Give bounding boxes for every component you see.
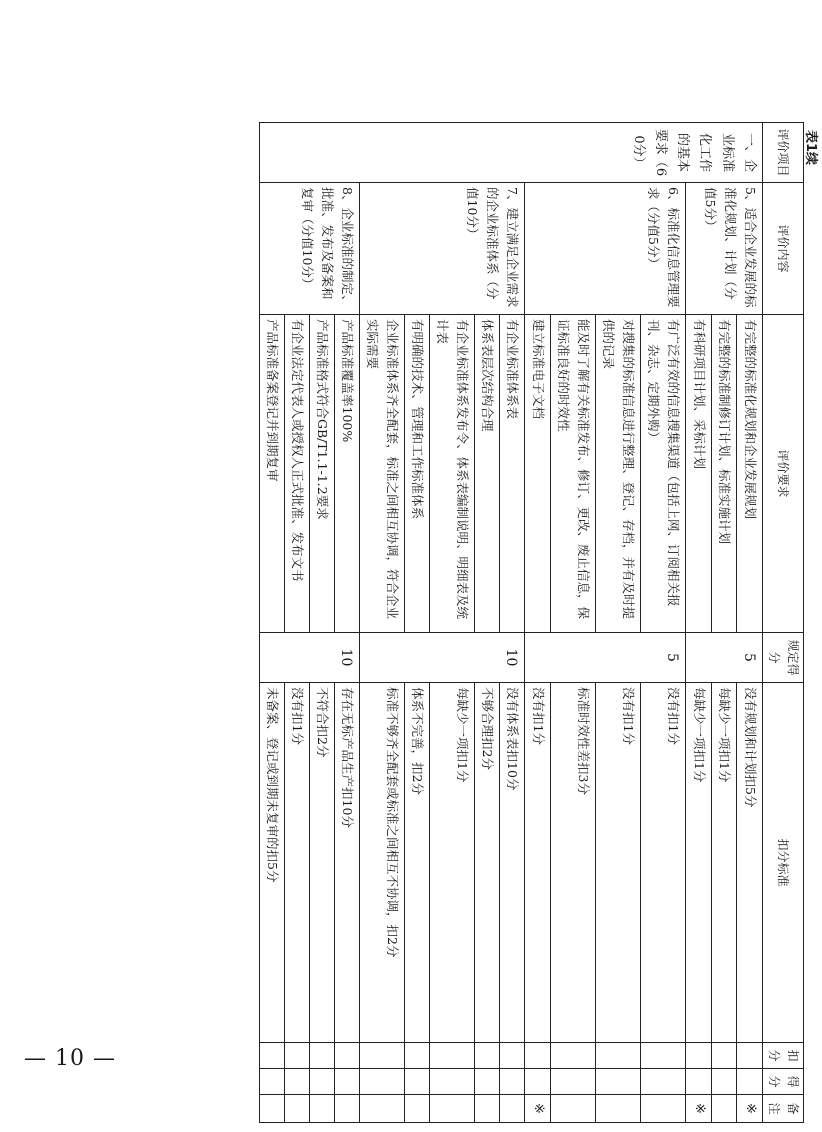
requirement-cell: 有广泛有效的信息搜集渠道（包括上网、订阅相关报刊、杂志、定期外购） [641, 315, 686, 633]
header-score: 得分 [762, 1069, 803, 1095]
score-cell [430, 1069, 475, 1095]
note-cell [310, 1095, 335, 1123]
header-content: 评价内容 [762, 183, 803, 315]
score-cell [525, 1069, 551, 1095]
deduction-cell: 体系不完善，扣2分 [405, 683, 430, 1043]
note-cell [260, 1095, 285, 1123]
note-cell [405, 1095, 430, 1123]
note-cell [641, 1095, 686, 1123]
requirement-cell: 有企业标准体系表 [500, 315, 525, 633]
deduction-cell: 没有扣1分 [596, 683, 641, 1043]
page-number: — 10 — [24, 1046, 116, 1071]
deducted-cell [360, 1043, 405, 1069]
table-row [500, 123, 525, 1123]
score-cell [335, 1069, 360, 1095]
table-row [641, 123, 686, 1123]
requirement-cell: 产品标准格式符合GB/T1.1-1.2要求 [310, 315, 335, 633]
deducted-cell [711, 1043, 736, 1069]
deduction-cell: 标准时效性差扣3分 [551, 683, 596, 1043]
score-cell [285, 1069, 310, 1095]
score-cell [641, 1069, 686, 1095]
deducted-cell [551, 1043, 596, 1069]
deducted-cell [310, 1043, 335, 1069]
max-score-cell: 5 [686, 633, 763, 683]
score-cell [405, 1069, 430, 1095]
deduction-cell: 没有体系表扣10分 [500, 683, 525, 1043]
score-cell [310, 1069, 335, 1095]
deduction-cell: 没有规划和计划扣5分 [736, 683, 762, 1043]
evaluation-item-cell: 一、企业标准化工作的基本要求（60分） [260, 123, 762, 183]
requirement-cell: 有完整的标准制修订计划、标准实施计划 [711, 315, 736, 633]
deducted-cell [475, 1043, 500, 1069]
requirement-cell: 对搜集的标准信息进行整理、登记、存档，并有及时提供的记录 [596, 315, 641, 633]
score-cell [596, 1069, 641, 1095]
score-cell [736, 1069, 762, 1095]
content-cell: 5、适合企业发展的标准化规划、计划（分值5分） [686, 183, 763, 315]
rotated-table [120, 122, 820, 1132]
note-cell: ※ [686, 1095, 712, 1123]
table-row [335, 123, 360, 1123]
table-row [736, 123, 762, 1123]
requirement-cell: 建立标准电子文档 [525, 315, 551, 633]
deducted-cell [500, 1043, 525, 1069]
header-note: 备注 [762, 1095, 803, 1123]
content-cell: 6、标准化信息管理要求（分值5分） [525, 183, 686, 315]
deducted-cell [335, 1043, 360, 1069]
deducted-cell [285, 1043, 310, 1069]
note-cell [500, 1095, 525, 1123]
requirement-cell: 能及时了解有关标准发布、修订、更改、废止信息，保证标准良好的时效性 [551, 315, 596, 633]
requirement-cell: 有企业标准体系发布令、体系表编制说明、明细表及统计表 [430, 315, 475, 633]
note-cell: ※ [525, 1095, 551, 1123]
content-cell: 7、建立满足企业需求的企业标准体系（分值10分） [360, 183, 525, 315]
deduction-cell: 每缺少一项扣1分 [686, 683, 712, 1043]
deduction-cell: 存在无标产品生产扣10分 [335, 683, 360, 1043]
header-item: 评价项目 [762, 123, 803, 183]
score-cell [711, 1069, 736, 1095]
score-cell [686, 1069, 712, 1095]
score-cell [360, 1069, 405, 1095]
note-cell [430, 1095, 475, 1123]
deduction-cell: 每缺少一项扣1分 [711, 683, 736, 1043]
deduction-cell: 没有扣1分 [525, 683, 551, 1043]
score-cell [500, 1069, 525, 1095]
table-header-row [762, 123, 803, 1123]
deduction-cell: 不符合扣2分 [310, 683, 335, 1043]
note-cell [596, 1095, 641, 1123]
note-cell [551, 1095, 596, 1123]
deduction-cell: 未备案、登记或到期未复审的扣5分 [260, 683, 285, 1043]
deduction-cell: 没有扣1分 [641, 683, 686, 1043]
header-requirement: 评价要求 [762, 315, 803, 633]
deduction-cell: 不够合理扣2分 [475, 683, 500, 1043]
note-cell: ※ [736, 1095, 762, 1123]
deducted-cell [736, 1043, 762, 1069]
deducted-cell [686, 1043, 712, 1069]
note-cell [360, 1095, 405, 1123]
requirement-cell: 有完整的标准化规划和企业发展规划 [736, 315, 762, 633]
rotated-table-region [120, 122, 820, 1132]
table-caption: 表1续 [803, 130, 818, 166]
header-deduction: 扣分标准 [762, 683, 803, 1043]
deduction-cell: 每缺少一项扣1分 [430, 683, 475, 1043]
content-cell: 8、企业标准的制定、批准、发布及备案和复审（分值10分） [260, 183, 360, 315]
max-score-cell: 10 [360, 633, 525, 683]
note-cell [711, 1095, 736, 1123]
score-cell [475, 1069, 500, 1095]
requirement-cell: 产品标准备案登记并到期复审 [260, 315, 285, 633]
deducted-cell [260, 1043, 285, 1069]
requirement-cell: 有明确的技术、管理和工作标准体系 [405, 315, 430, 633]
deducted-cell [641, 1043, 686, 1069]
requirement-cell: 有科研项目计划、采标计划 [686, 315, 712, 633]
note-cell [285, 1095, 310, 1123]
requirement-cell: 有企业法定代表人或授权人正式批准、发布文书 [285, 315, 310, 633]
note-cell [475, 1095, 500, 1123]
score-cell [260, 1069, 285, 1095]
requirement-cell: 体系表层次结构合理 [475, 315, 500, 633]
requirement-cell: 产品标准覆盖率100% [335, 315, 360, 633]
header-deducted: 扣分 [762, 1043, 803, 1069]
deducted-cell [525, 1043, 551, 1069]
deducted-cell [430, 1043, 475, 1069]
note-cell [335, 1095, 360, 1123]
header-max-score: 规定得分 [762, 633, 803, 683]
max-score-cell: 5 [525, 633, 686, 683]
deducted-cell [596, 1043, 641, 1069]
deduction-cell: 没有扣1分 [285, 683, 310, 1043]
max-score-cell: 10 [260, 633, 360, 683]
deducted-cell [405, 1043, 430, 1069]
evaluation-table [259, 122, 804, 1123]
deduction-cell: 标准不够齐全配套或标准之间相互不协调，扣2分 [360, 683, 405, 1043]
score-cell [551, 1069, 596, 1095]
requirement-cell: 企业标准体系齐全配套，标准之间相互协调，符合企业实际需要 [360, 315, 405, 633]
